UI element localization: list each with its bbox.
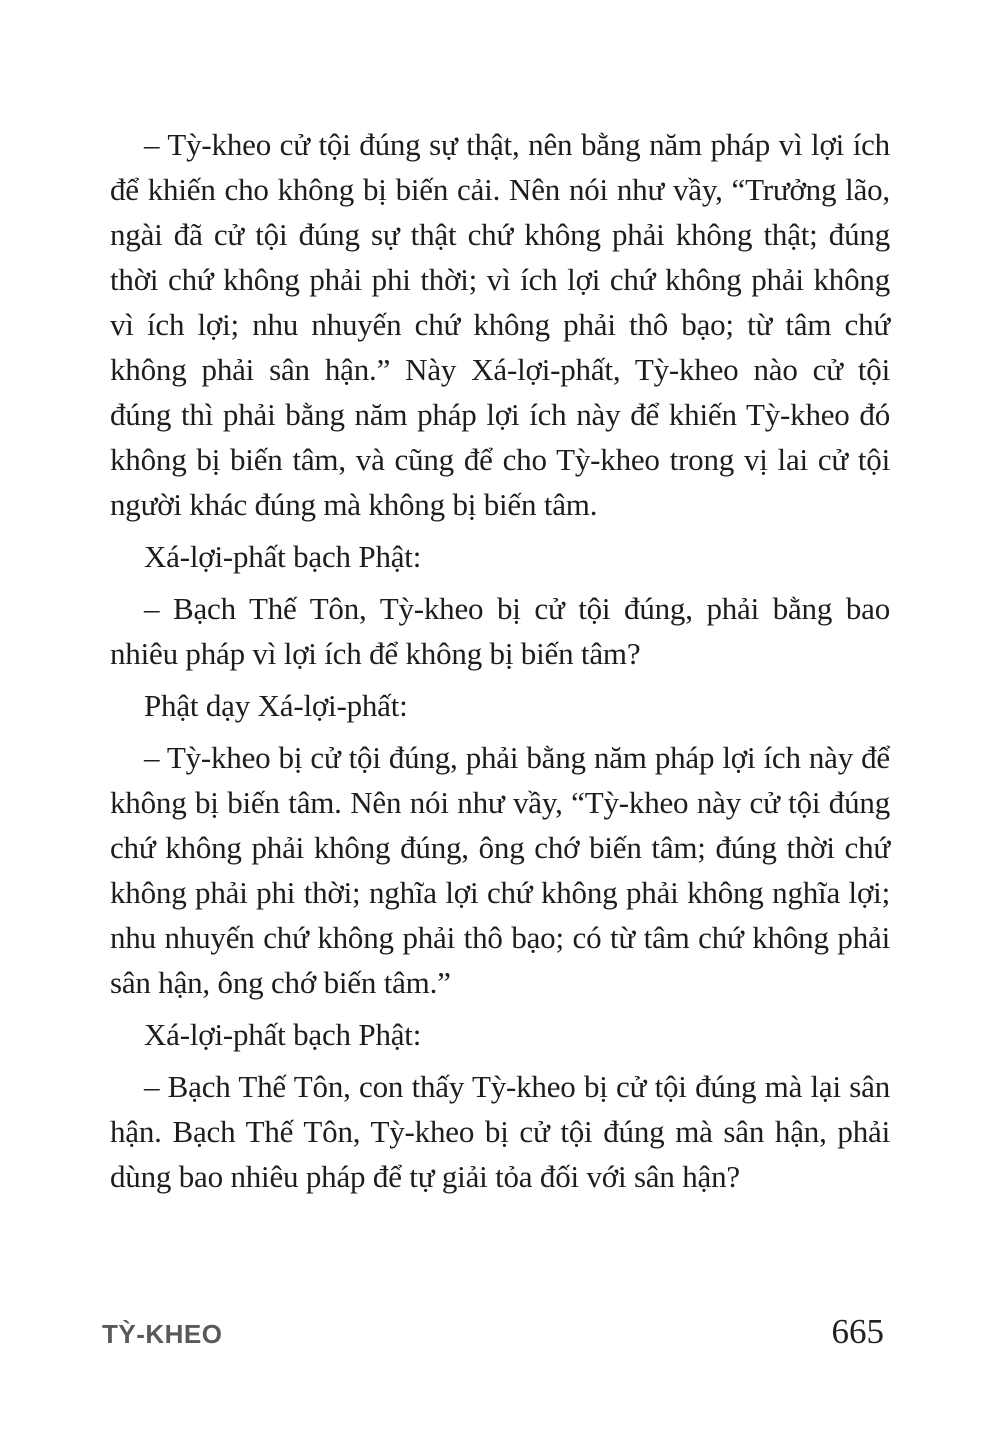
paragraph-7: – Bạch Thế Tôn, con thấy Tỳ-kheo bị cử tội đúng mà lại sân hận. Bạch Thế Tôn, Tỳ-kheo bị cử tội đúng mà sân hận, phải dùng bao nhiêu pháp để tự giải tỏa đối với sân hận? [110, 1069, 890, 1194]
paragraph-2: Xá-lợi-phất bạch Phật: [144, 539, 422, 574]
paragraph-5: – Tỳ-kheo bị cử tội đúng, phải bằng năm pháp lợi ích này để không bị biến tâm. Nên nói như vầy, “Tỳ-kheo này cử tội đúng chứ không phải không đúng, ông chớ biến tâm; đúng thời chứ không phải phi thời; nghĩa lợi chứ không phải không nghĩa lợi; nhu nhuyến chứ không phải thô bạo; có từ tâm chứ không phải sân hận, ông chớ biến tâm.” [110, 740, 890, 1000]
paragraph-3: – Bạch Thế Tôn, Tỳ-kheo bị cử tội đúng, phải bằng bao nhiêu pháp vì lợi ích để không bị biến tâm? [110, 591, 890, 671]
paragraph-6: Xá-lợi-phất bạch Phật: [144, 1017, 422, 1052]
paragraph-4: Phật dạy Xá-lợi-phất: [144, 688, 408, 723]
page-number: 665 [831, 1312, 884, 1351]
paragraph-1: – Tỳ-kheo cử tội đúng sự thật, nên bằng năm pháp vì lợi ích để khiến cho không bị biến cải. Nên nói như vầy, “Trưởng lão, ngài đã cử tội đúng sự thật chứ không phải không thật; đúng thời chứ không phải phi thời; vì ích lợi chứ không phải không vì ích lợi; nhu nhuyến chứ không phải thô bạo; từ tâm chứ không phải sân hận.” Này Xá-lợi-phất, Tỳ-kheo nào cử tội đúng thì phải bằng năm pháp lợi ích này để khiến Tỳ-kheo đó không bị biến tâm, và cũng để cho Tỳ-kheo trong vị lai cử tội người khác đúng mà không bị biến tâm. [110, 127, 890, 522]
body-text [110, 122, 890, 1206]
running-title: TỲ-KHEO [102, 1319, 223, 1349]
page-footer [102, 1312, 884, 1352]
